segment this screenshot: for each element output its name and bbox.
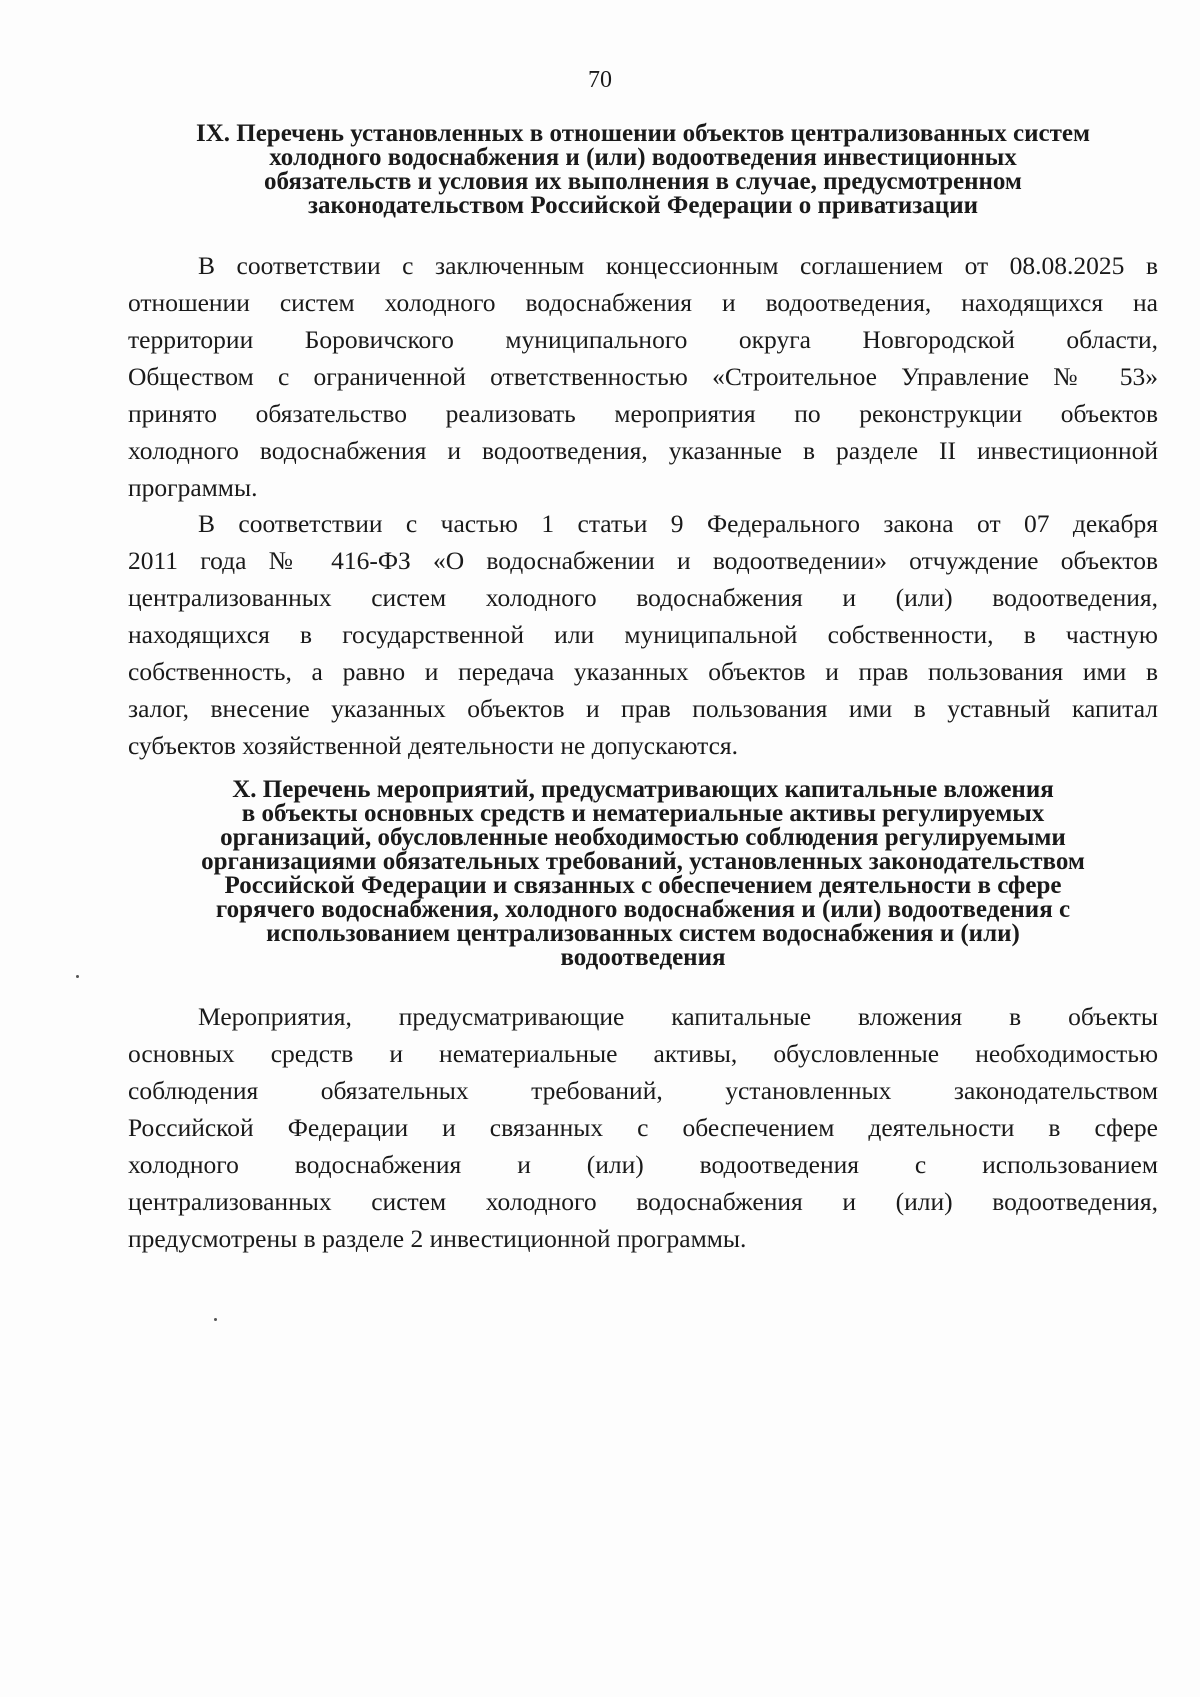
heading-line: использованием централизованных систем водоснабжения и (или) bbox=[266, 920, 1020, 947]
paragraph-line: централизованных систем холодного водоснабжения и (или) водоотведения, bbox=[128, 583, 1158, 612]
section-ix-paragraph-1 bbox=[128, 247, 1158, 506]
paragraph-line: субъектов хозяйственной деятельности не допускаются. bbox=[128, 731, 739, 760]
paragraph-line: отношении систем холодного водоснабжения и водоотведения, находящихся на bbox=[128, 288, 1158, 317]
paragraph-line: Мероприятия, предусматривающие капитальные вложения в объекты bbox=[198, 1002, 1158, 1031]
heading-line: X. Перечень мероприятий, предусматривающих капитальные вложения bbox=[232, 776, 1054, 803]
heading-line: обязательств и условия их выполнения в случае, предусмотренном bbox=[264, 168, 1022, 195]
paragraph-line: централизованных систем холодного водоснабжения и (или) водоотведения, bbox=[128, 1187, 1158, 1216]
paragraph-line: В соответствии с частью 1 статьи 9 Федерального закона от 07 декабря bbox=[198, 509, 1158, 538]
scan-speck bbox=[214, 1318, 217, 1321]
paragraph-line: Российской Федерации и связанных с обеспечением деятельности в сфере bbox=[128, 1113, 1158, 1142]
paragraph-line: собственность, а равно и передача указанных объектов и прав пользования ими в bbox=[128, 657, 1158, 686]
paragraph-line: предусмотрены в разделе 2 инвестиционной программы. bbox=[128, 1224, 747, 1253]
paragraph-line: программы. bbox=[128, 473, 258, 502]
paragraph-line: залог, внесение указанных объектов и прав пользования ими в уставный капитал bbox=[128, 694, 1158, 723]
scan-speck bbox=[76, 975, 79, 978]
heading-line: Российской Федерации и связанных с обеспечением деятельности в сфере bbox=[224, 872, 1062, 899]
section-ix-paragraph-2 bbox=[128, 505, 1158, 764]
paragraph-line: Обществом с ограниченной ответственностью «Строительное Управление № 53» bbox=[128, 362, 1158, 391]
paragraph-line: находящихся в государственной или муниципальной собственности, в частную bbox=[128, 620, 1158, 649]
heading-line: в объекты основных средств и нематериальные активы регулируемых bbox=[241, 800, 1045, 827]
section-x-heading bbox=[128, 778, 1158, 970]
section-x-paragraph-1 bbox=[128, 998, 1158, 1257]
paragraph-line: В соответствии с заключенным концессионным соглашением от 08.08.2025 в bbox=[198, 251, 1158, 280]
heading-line: IX. Перечень установленных в отношении объектов централизованных систем bbox=[195, 120, 1091, 147]
paragraph-line: территории Боровичского муниципального округа Новгородской области, bbox=[128, 325, 1158, 354]
paragraph-line: 2011 года № 416-ФЗ «О водоснабжении и водоотведении» отчуждение объектов bbox=[128, 546, 1158, 575]
section-ix-heading bbox=[128, 122, 1158, 218]
heading-line: организациями обязательных требований, установленных законодательством bbox=[201, 848, 1085, 875]
heading-line: холодного водоснабжения и (или) водоотведения инвестиционных bbox=[269, 144, 1017, 171]
paragraph-line: основных средств и нематериальные активы, обусловленные необходимостью bbox=[128, 1039, 1158, 1068]
paragraph-line: принято обязательство реализовать мероприятия по реконструкции объектов bbox=[128, 399, 1158, 428]
heading-line: организаций, обусловленные необходимостью соблюдения регулируемыми bbox=[220, 824, 1066, 851]
paragraph-line: холодного водоснабжения и водоотведения, указанные в разделе II инвестиционной bbox=[128, 436, 1158, 465]
heading-line: водоотведения bbox=[560, 944, 726, 971]
heading-line: горячего водоснабжения, холодного водоснабжения и (или) водоотведения с bbox=[215, 896, 1071, 923]
paragraph-line: холодного водоснабжения и (или) водоотведения с использованием bbox=[128, 1150, 1158, 1179]
page-number: 70 bbox=[588, 67, 612, 93]
paragraph-line: соблюдения обязательных требований, установленных законодательством bbox=[128, 1076, 1158, 1105]
heading-line: законодательством Российской Федерации о приватизации bbox=[307, 192, 979, 219]
